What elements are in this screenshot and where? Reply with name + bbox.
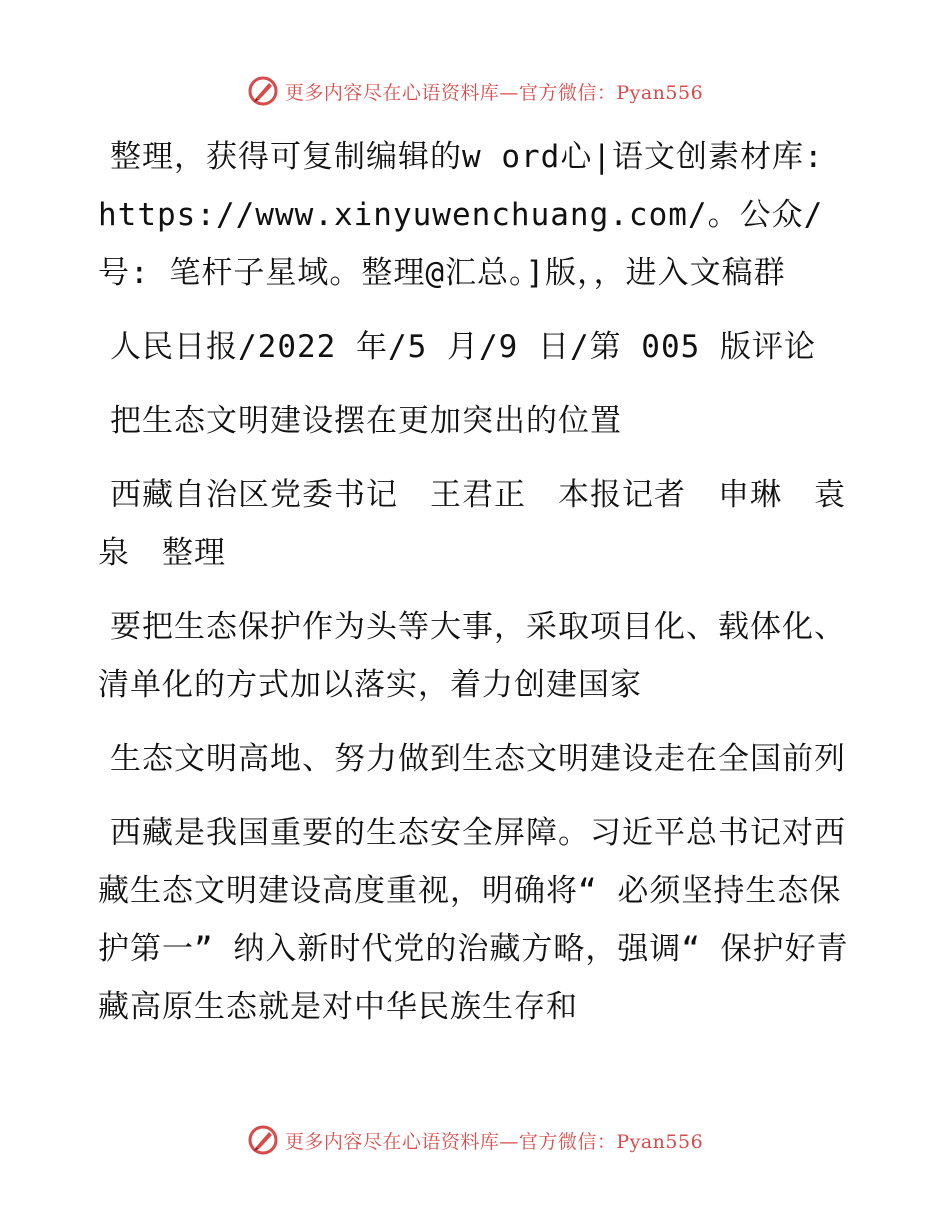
footer-banner[interactable] (0, 1122, 950, 1158)
intro-paragraph: 整理，获得可复制编辑的w ord心|语文创素材库: https://www.xinyuwenchuang.com/。公众/号: 笔杆子星域。整理@汇总。]版，，进入文稿群 (98, 139, 844, 291)
header-banner-text: 更多内容尽在心语资料库—官方微信：Pyan556 (284, 81, 704, 104)
article-title: 把生态文明建设摆在更加突出的位置 (110, 403, 622, 439)
paragraph: 要把生态保护作为头等大事，采取项目化、载体化、清单化的方式加以落实，着力创建国家 (98, 609, 846, 703)
source-line: 人民日报/2022 年/5 月/9 日/第 005 版评论 (110, 329, 816, 365)
paragraph: 西藏是我国重要的生态安全屏障。习近平总书记对西藏生态文明建设高度重视，明确将“ 必须坚持生态保护第一” 纳入新时代党的治藏方略，强调“ 保护好青藏高原生态就是对中华民族生存和 (98, 815, 849, 1025)
quill-pen-logo-icon (247, 1124, 279, 1156)
footer-banner-text: 更多内容尽在心语资料库—官方微信：Pyan556 (284, 1130, 704, 1153)
article-body (98, 128, 850, 1052)
quill-pen-logo-icon (247, 75, 279, 107)
byline: 西藏自治区党委书记 王君正 本报记者 申琳 袁泉 整理 (98, 477, 846, 571)
header-banner[interactable] (0, 73, 950, 109)
paragraph: 生态文明高地、努力做到生态文明建设走在全国前列 (110, 741, 846, 777)
